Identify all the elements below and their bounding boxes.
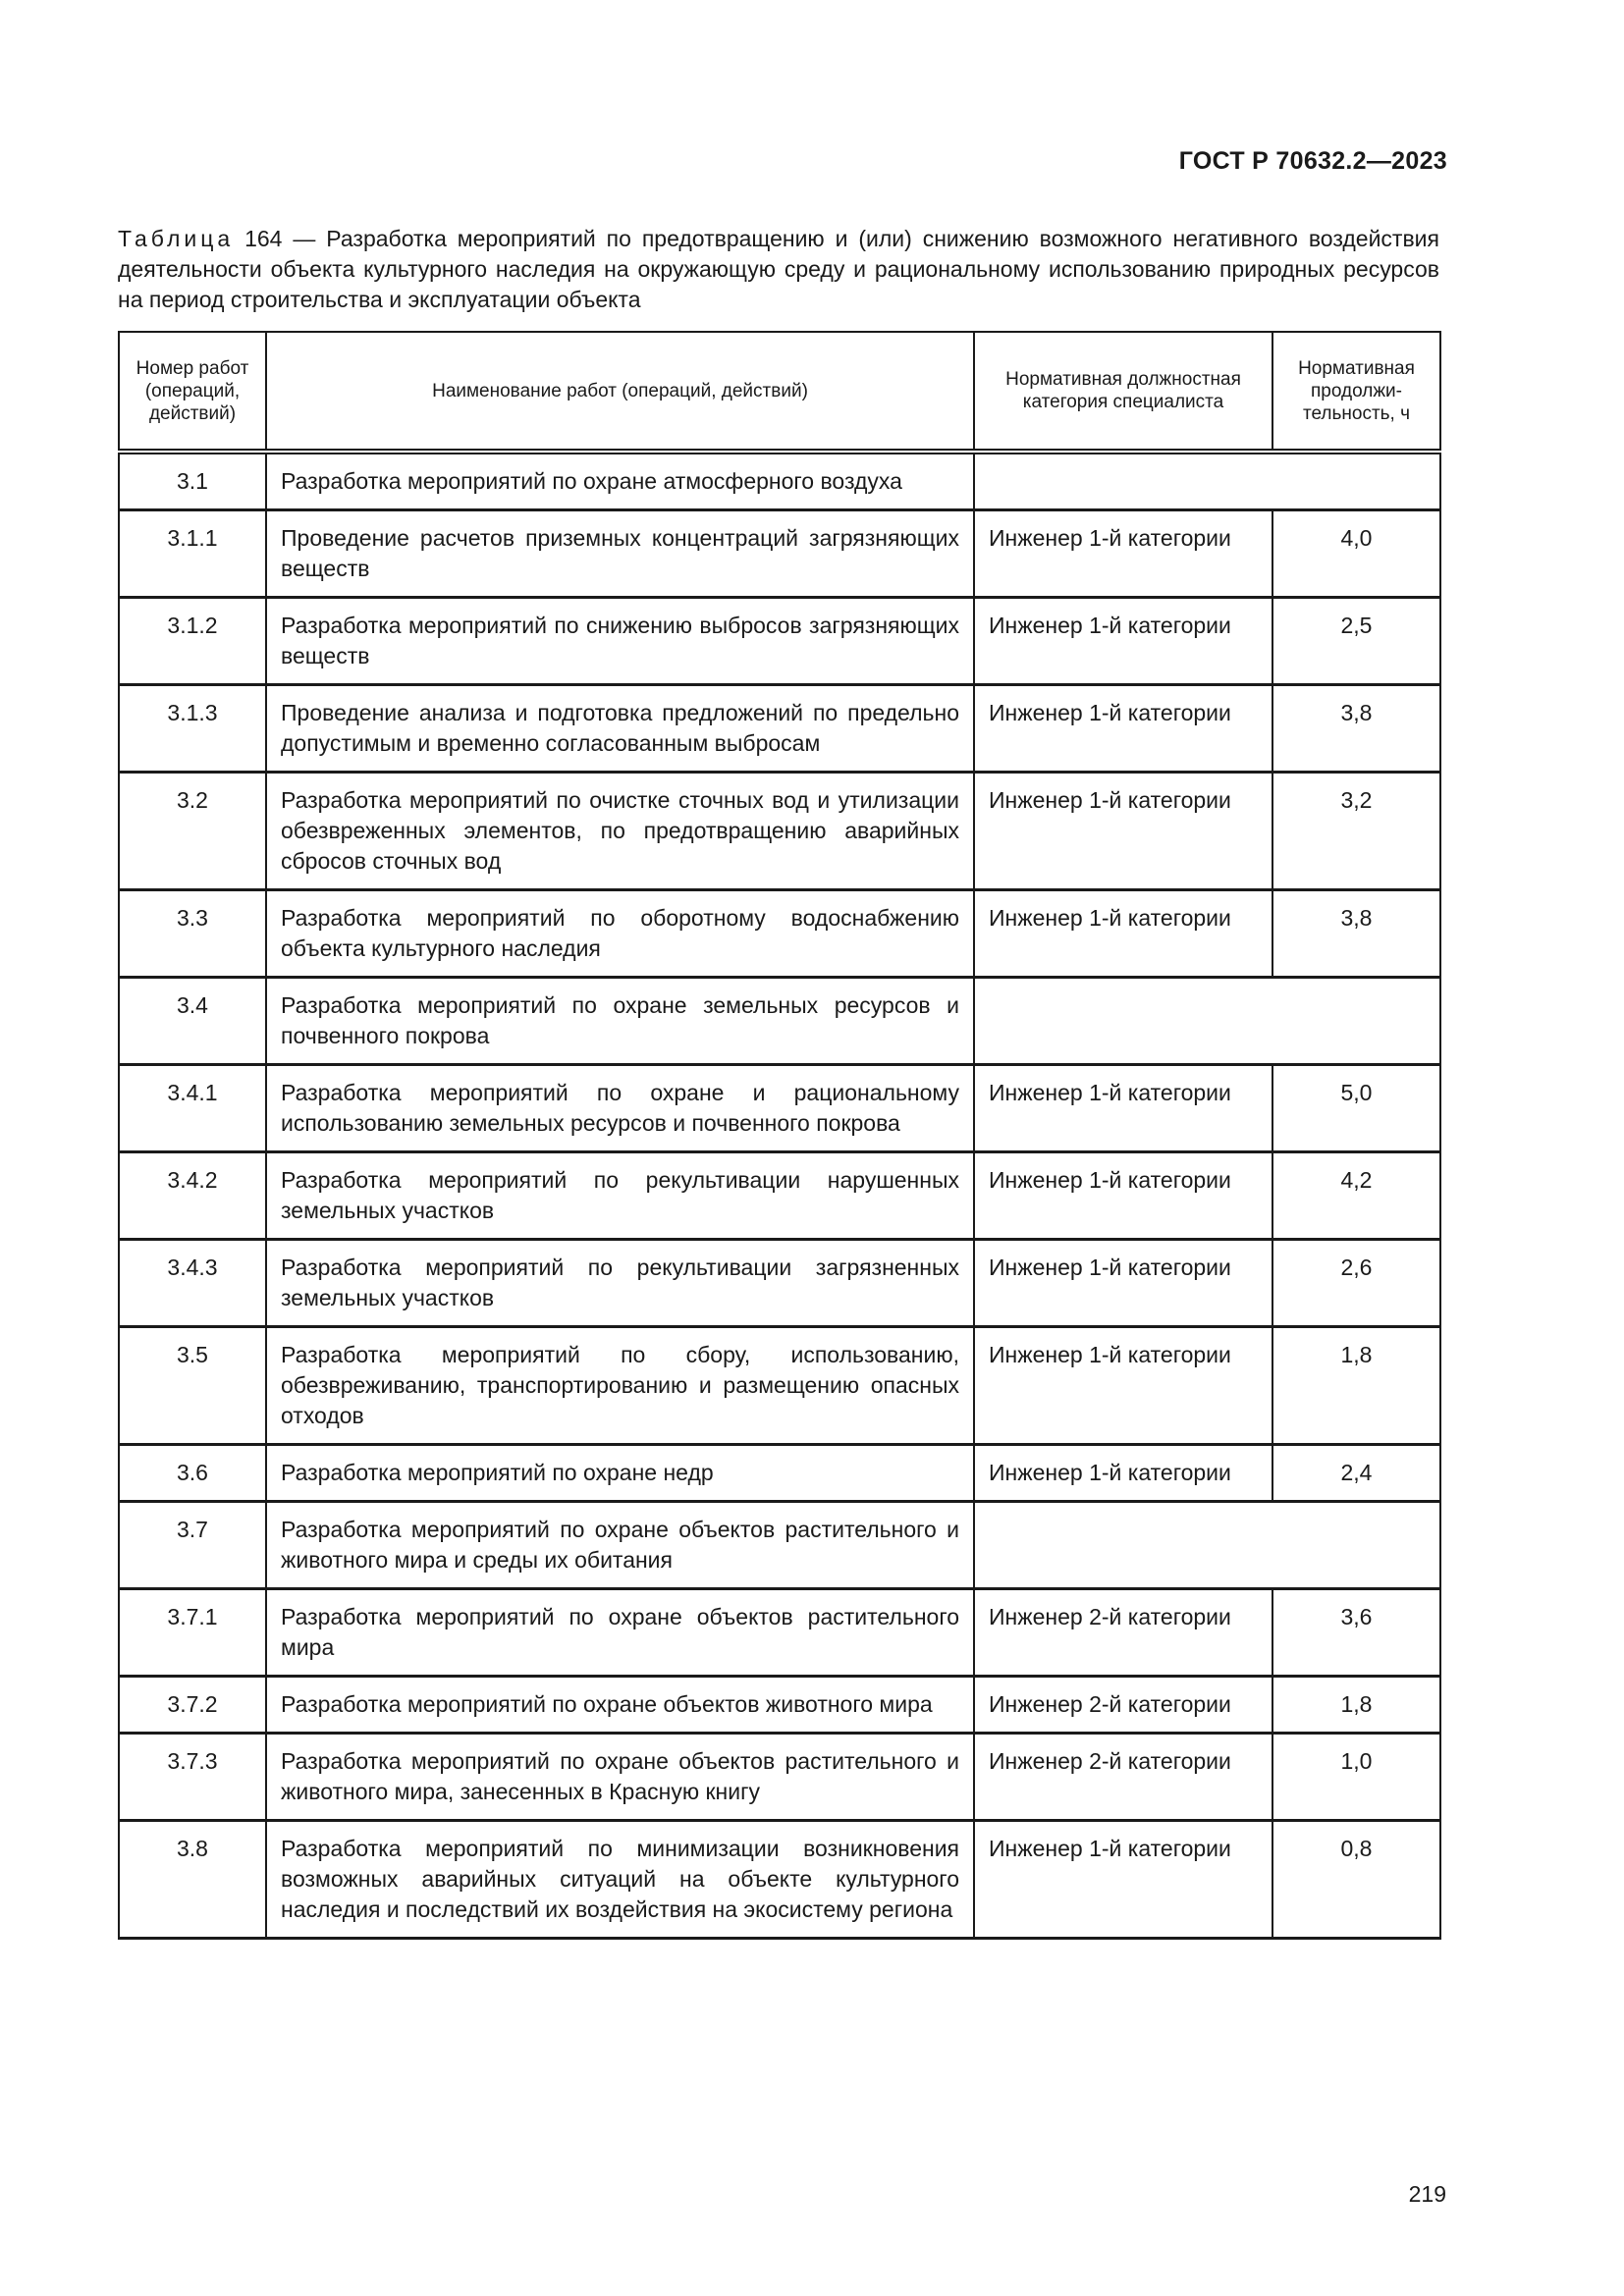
header-num: Номер работ (операций, действий)	[119, 332, 266, 452]
header-duration: Нормативная продолжительность, ч	[1272, 332, 1440, 452]
row-duration: 4,2	[1272, 1152, 1440, 1240]
row-num: 3.1.3	[119, 685, 266, 773]
row-name: Разработка мероприятий по охране атмосферного воздуха	[266, 452, 974, 510]
table-row	[119, 1589, 1440, 1677]
row-category: Инженер 1-й категории	[974, 1152, 1272, 1240]
row-name: Проведение расчетов приземных концентраций загрязняющих веществ	[266, 510, 974, 598]
row-name: Разработка мероприятий по минимизации возникновения возможных аварийных ситуаций на объекте культурного наследия и последствий их воздействия на экосистему региона	[266, 1821, 974, 1939]
row-num: 3.1	[119, 452, 266, 510]
row-name: Разработка мероприятий по снижению выбросов загрязняющих веществ	[266, 598, 974, 685]
row-num: 3.7.1	[119, 1589, 266, 1677]
row-duration: 1,8	[1272, 1677, 1440, 1734]
row-duration: 3,6	[1272, 1589, 1440, 1677]
row-num: 3.7.2	[119, 1677, 266, 1734]
table-row	[119, 1445, 1440, 1502]
row-num: 3.5	[119, 1327, 266, 1445]
row-name: Разработка мероприятий по оборотному водоснабжению объекта культурного наследия	[266, 890, 974, 978]
row-empty-merged	[974, 452, 1440, 510]
row-num: 3.6	[119, 1445, 266, 1502]
row-duration: 3,2	[1272, 773, 1440, 890]
row-num: 3.7	[119, 1502, 266, 1589]
table-row	[119, 890, 1440, 978]
row-category: Инженер 1-й категории	[974, 510, 1272, 598]
row-name: Разработка мероприятий по сбору, использованию, обезвреживанию, транспортированию и размещению опасных отходов	[266, 1327, 974, 1445]
table-row	[119, 685, 1440, 773]
table-caption	[118, 224, 1439, 315]
row-num: 3.4.1	[119, 1065, 266, 1152]
row-name: Разработка мероприятий по рекультивации загрязненных земельных участков	[266, 1240, 974, 1327]
row-name: Разработка мероприятий по охране объектов растительного мира	[266, 1589, 974, 1677]
row-num: 3.8	[119, 1821, 266, 1939]
row-category: Инженер 1-й категории	[974, 773, 1272, 890]
row-name: Разработка мероприятий по охране и рациональному использованию земельных ресурсов и почвенного покрова	[266, 1065, 974, 1152]
table-body	[119, 452, 1440, 1939]
row-category: Инженер 1-й категории	[974, 1445, 1272, 1502]
row-duration: 1,0	[1272, 1734, 1440, 1821]
table-row	[119, 510, 1440, 598]
row-category: Инженер 2-й категории	[974, 1734, 1272, 1821]
row-category: Инженер 1-й категории	[974, 1240, 1272, 1327]
row-name: Разработка мероприятий по охране земельных ресурсов и почвенного покрова	[266, 978, 974, 1065]
row-num: 3.7.3	[119, 1734, 266, 1821]
row-name: Проведение анализа и подготовка предложений по предельно допустимым и временно согласованным выбросам	[266, 685, 974, 773]
row-num: 3.3	[119, 890, 266, 978]
row-num: 3.2	[119, 773, 266, 890]
row-duration: 4,0	[1272, 510, 1440, 598]
row-category: Инженер 1-й категории	[974, 1065, 1272, 1152]
table-row	[119, 1240, 1440, 1327]
header-category: Нормативная должностная категория специалиста	[974, 332, 1272, 452]
row-name: Разработка мероприятий по рекультивации нарушенных земельных участков	[266, 1152, 974, 1240]
row-name: Разработка мероприятий по очистке сточных вод и утилизации обезвреженных элементов, по предотвращению аварийных сбросов сточных вод	[266, 773, 974, 890]
row-empty-merged	[974, 1502, 1440, 1589]
row-category: Инженер 1-й категории	[974, 890, 1272, 978]
header-name: Наименование работ (операций, действий)	[266, 332, 974, 452]
table-row	[119, 1734, 1440, 1821]
table-caption-text: 164 — Разработка мероприятий по предотвращению и (или) снижению возможного негативного воздействия деятельности объекта культурного наследия на окружающую среду и рациональному использованию природных ресурсов на период строительства и эксплуатации объекта	[118, 226, 1439, 312]
row-category: Инженер 1-й категории	[974, 1821, 1272, 1939]
row-duration: 1,8	[1272, 1327, 1440, 1445]
row-duration: 3,8	[1272, 890, 1440, 978]
table-row	[119, 1152, 1440, 1240]
row-name: Разработка мероприятий по охране объектов растительного и животного мира и среды их обитания	[266, 1502, 974, 1589]
table-row	[119, 1065, 1440, 1152]
row-duration: 0,8	[1272, 1821, 1440, 1939]
row-name: Разработка мероприятий по охране объектов растительного и животного мира, занесенных в Красную книгу	[266, 1734, 974, 1821]
table-row	[119, 452, 1440, 510]
row-num: 3.4.3	[119, 1240, 266, 1327]
table-row	[119, 1677, 1440, 1734]
table-row	[119, 1502, 1440, 1589]
row-num: 3.4	[119, 978, 266, 1065]
row-duration: 2,6	[1272, 1240, 1440, 1327]
standard-number: ГОСТ Р 70632.2—2023	[1178, 147, 1447, 175]
row-empty-merged	[974, 978, 1440, 1065]
table-row	[119, 773, 1440, 890]
row-name: Разработка мероприятий по охране объектов животного мира	[266, 1677, 974, 1734]
row-category: Инженер 1-й категории	[974, 598, 1272, 685]
row-category: Инженер 1-й категории	[974, 685, 1272, 773]
row-num: 3.1.1	[119, 510, 266, 598]
table-row	[119, 978, 1440, 1065]
table-header-row	[119, 332, 1440, 452]
table-row	[119, 598, 1440, 685]
row-duration: 2,4	[1272, 1445, 1440, 1502]
row-num: 3.1.2	[119, 598, 266, 685]
row-duration: 5,0	[1272, 1065, 1440, 1152]
row-num: 3.4.2	[119, 1152, 266, 1240]
row-category: Инженер 2-й категории	[974, 1677, 1272, 1734]
table-row	[119, 1327, 1440, 1445]
norms-table	[118, 331, 1441, 1940]
table-caption-label: Таблица	[118, 226, 235, 251]
row-name: Разработка мероприятий по охране недр	[266, 1445, 974, 1502]
row-category: Инженер 2-й категории	[974, 1589, 1272, 1677]
row-duration: 2,5	[1272, 598, 1440, 685]
row-category: Инженер 1-й категории	[974, 1327, 1272, 1445]
page-number: 219	[1408, 2181, 1446, 2207]
row-duration: 3,8	[1272, 685, 1440, 773]
table-row	[119, 1821, 1440, 1939]
